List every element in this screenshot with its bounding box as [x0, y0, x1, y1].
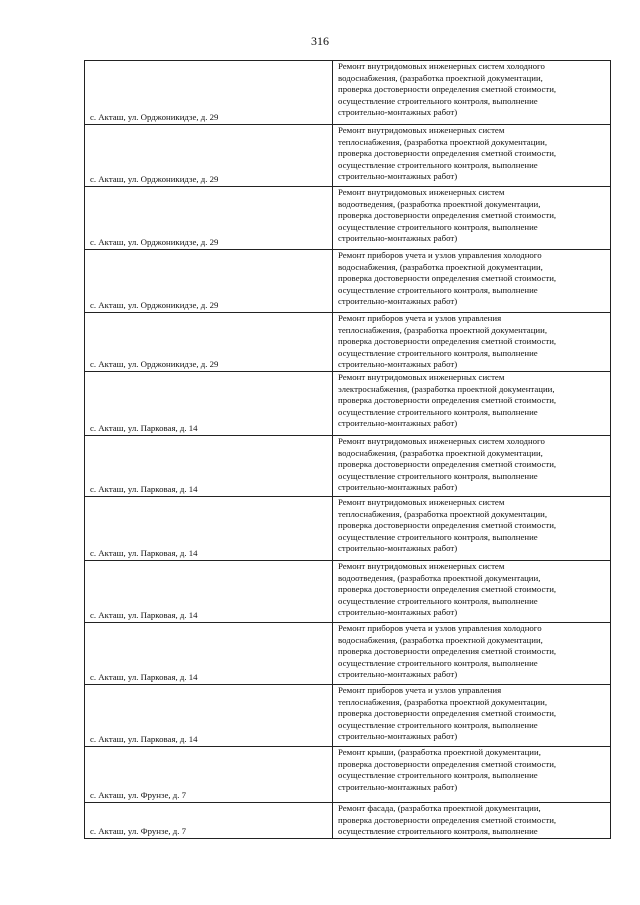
work-description-cell: [333, 802, 611, 838]
work-description-line: строительно-монтажных работ): [338, 107, 458, 118]
work-description-line: проверка достоверности определения сметной стоимости,: [338, 814, 557, 825]
table-row: [85, 250, 611, 313]
work-description-line: водоснабжения, (разработка проектной документации,: [338, 72, 543, 83]
work-description-line: проверка достоверности определения сметной стоимости,: [338, 758, 557, 769]
work-description-line: теплоснабжения, (разработка проектной документации,: [338, 508, 548, 519]
work-description-line: строительно-монтажных работ): [338, 482, 458, 493]
address-cell: с. Акташ, ул. Орджоникидзе, д. 29: [85, 187, 333, 250]
work-description-cell: [333, 746, 611, 802]
address-cell: с. Акташ, ул. Парковая, д. 14: [85, 435, 333, 496]
work-description-cell: [333, 684, 611, 746]
work-description-line: электроснабжения, (разработка проектной документации,: [338, 383, 555, 394]
work-description-line: теплоснабжения, (разработка проектной документации,: [338, 696, 548, 707]
table-row: [85, 496, 611, 560]
work-description-line: Ремонт внутридомовых инженерных систем: [338, 496, 505, 507]
work-description-line: проверка достоверности определения сметной стоимости,: [338, 584, 557, 595]
work-description-line: осуществление строительного контроля, выполнение: [338, 159, 538, 170]
work-description-line: проверка достоверности определения сметной стоимости,: [338, 646, 557, 657]
work-description-line: проверка достоверности определения сметной стоимости,: [338, 210, 557, 221]
work-description-line: строительно-монтажных работ): [338, 607, 458, 618]
work-description-line: Ремонт внутридомовых инженерных систем холодного: [338, 61, 545, 71]
work-description-line: Ремонт фасада, (разработка проектной документации,: [338, 802, 541, 813]
work-description-line: водоотведения, (разработка проектной документации,: [338, 198, 541, 209]
address-cell: с. Акташ, ул. Фрунзе, д. 7: [85, 802, 333, 838]
work-description-cell: [333, 435, 611, 496]
work-description-cell: [333, 61, 611, 125]
address-cell: с. Акташ, ул. Парковая, д. 14: [85, 560, 333, 622]
work-description-line: осуществление строительного контроля, выполнение: [338, 770, 538, 781]
work-description-line: Ремонт приборов учета и узлов управления холодного: [338, 622, 542, 633]
work-description-line: строительно-монтажных работ): [338, 543, 458, 554]
work-description-cell: [333, 313, 611, 372]
work-description-line: строительно-монтажных работ): [338, 781, 458, 792]
work-description-line: строительно-монтажных работ): [338, 233, 458, 244]
table-row: [85, 560, 611, 622]
work-description-line: проверка достоверности определения сметной стоимости,: [338, 273, 557, 284]
work-description-cell: [333, 371, 611, 435]
work-description-line: осуществление строительного контроля, выполнение: [338, 406, 538, 417]
table-row: [85, 371, 611, 435]
page-number: 316: [311, 34, 329, 48]
work-description-line: Ремонт приборов учета и узлов управления: [338, 313, 502, 323]
work-description-cell: [333, 187, 611, 250]
work-description-line: проверка достоверности определения сметной стоимости,: [338, 84, 557, 95]
work-description-line: Ремонт внутридомовых инженерных систем: [338, 187, 505, 197]
work-description-line: водоснабжения, (разработка проектной документации,: [338, 261, 543, 272]
work-description-line: осуществление строительного контроля, выполнение: [338, 221, 538, 232]
work-description-line: осуществление строительного контроля, выполнение: [338, 347, 538, 358]
address-cell: с. Акташ, ул. Парковая, д. 14: [85, 684, 333, 746]
work-description-line: Ремонт приборов учета и узлов управления: [338, 684, 502, 695]
work-description-line: водоснабжения, (разработка проектной документации,: [338, 447, 543, 458]
address-cell: с. Акташ, ул. Орджоникидзе, д. 29: [85, 125, 333, 187]
address-cell: с. Акташ, ул. Орджоникидзе, д. 29: [85, 313, 333, 372]
work-description-line: осуществление строительного контроля, выполнение: [338, 595, 538, 606]
work-description-line: осуществление строительного контроля, выполнение: [338, 719, 538, 730]
address-cell: с. Акташ, ул. Парковая, д. 14: [85, 622, 333, 684]
work-description-line: строительно-монтажных работ): [338, 731, 458, 742]
address-cell: с. Акташ, ул. Орджоникидзе, д. 29: [85, 61, 333, 125]
work-description-line: осуществление строительного контроля, выполнение: [338, 657, 538, 668]
table-row: [85, 622, 611, 684]
work-description-line: Ремонт внутридомовых инженерных систем: [338, 560, 505, 571]
table-row: [85, 125, 611, 187]
work-description-line: Ремонт крыши, (разработка проектной документации,: [338, 746, 541, 757]
work-description-line: Ремонт внутридомовых инженерных систем холодного: [338, 435, 545, 446]
table-row: [85, 313, 611, 372]
works-table-body: [85, 61, 611, 839]
work-description-line: строительно-монтажных работ): [338, 418, 458, 429]
address-cell: с. Акташ, ул. Орджоникидзе, д. 29: [85, 250, 333, 313]
work-description-line: осуществление строительного контроля, выполнение: [338, 826, 538, 837]
address-cell: с. Акташ, ул. Парковая, д. 14: [85, 496, 333, 560]
work-description-line: Ремонт приборов учета и узлов управления холодного: [338, 250, 542, 260]
work-description-line: осуществление строительного контроля, выполнение: [338, 531, 538, 542]
work-description-cell: [333, 622, 611, 684]
work-description-line: проверка достоверности определения сметной стоимости,: [338, 459, 557, 470]
work-description-line: водоотведения, (разработка проектной документации,: [338, 572, 541, 583]
address-cell: с. Акташ, ул. Парковая, д. 14: [85, 371, 333, 435]
work-description-line: строительно-монтажных работ): [338, 171, 458, 182]
table-row: [85, 746, 611, 802]
table-row: [85, 61, 611, 125]
work-description-line: строительно-монтажных работ): [338, 296, 458, 307]
work-description-line: теплоснабжения, (разработка проектной документации,: [338, 324, 548, 335]
table-row: [85, 802, 611, 838]
work-description-line: осуществление строительного контроля, выполнение: [338, 95, 538, 106]
work-description-cell: [333, 560, 611, 622]
work-description-line: Ремонт внутридомовых инженерных систем: [338, 125, 505, 135]
work-description-line: Ремонт внутридомовых инженерных систем: [338, 371, 505, 382]
work-description-line: проверка достоверности определения сметной стоимости,: [338, 520, 557, 531]
work-description-line: проверка достоверности определения сметной стоимости,: [338, 336, 557, 347]
table-row: [85, 435, 611, 496]
works-table: [84, 60, 611, 839]
work-description-line: проверка достоверности определения сметной стоимости,: [338, 148, 557, 159]
table-row: [85, 684, 611, 746]
work-description-line: осуществление строительного контроля, выполнение: [338, 470, 538, 481]
work-description-line: осуществление строительного контроля, выполнение: [338, 284, 538, 295]
work-description-line: проверка достоверности определения сметной стоимости,: [338, 395, 557, 406]
work-description-line: строительно-монтажных работ): [338, 669, 458, 680]
address-cell: с. Акташ, ул. Фрунзе, д. 7: [85, 746, 333, 802]
work-description-cell: [333, 496, 611, 560]
work-description-line: теплоснабжения, (разработка проектной документации,: [338, 136, 548, 147]
work-description-line: проверка достоверности определения сметной стоимости,: [338, 708, 557, 719]
work-description-line: водоснабжения, (разработка проектной документации,: [338, 634, 543, 645]
work-description-cell: [333, 250, 611, 313]
table-row: [85, 187, 611, 250]
work-description-line: строительно-монтажных работ): [338, 359, 458, 370]
work-description-cell: [333, 125, 611, 187]
